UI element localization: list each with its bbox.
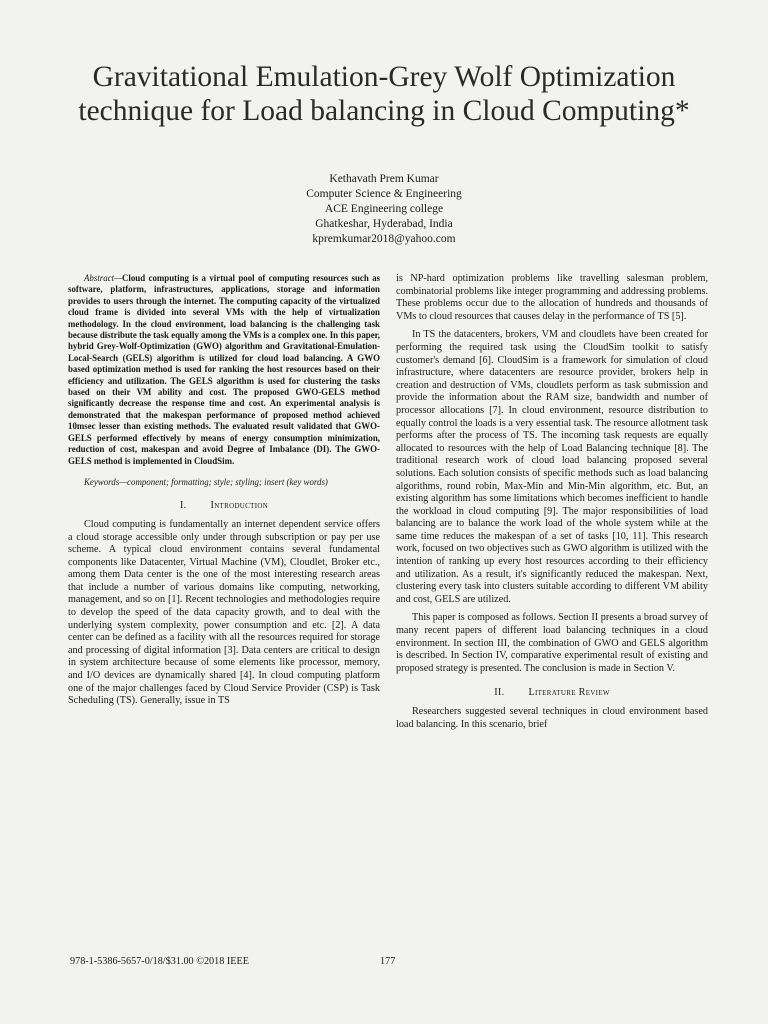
- section-title: Introduction: [210, 500, 269, 512]
- section-title: Literature Review: [528, 687, 610, 699]
- author-email: kpremkumar2018@yahoo.com: [312, 233, 456, 245]
- author-department: Computer Science & Engineering: [306, 188, 462, 200]
- literature-paragraph: Researchers suggested several techniques in cloud environment based load balancing. In this scenario, brief: [396, 706, 708, 730]
- footer-copyright: 978-1-5386-5657-0/18/$31.00 ©2018 IEEE: [70, 956, 249, 967]
- paper-title: Gravitational Emulation-Grey Wolf Optimization technique for Load balancing in Cloud Computing*: [78, 61, 690, 127]
- abstract: [68, 273, 380, 467]
- left-column: [68, 273, 380, 714]
- section-heading-introduction: [68, 500, 380, 513]
- abstract-lead: Abstract—: [84, 273, 122, 283]
- continued-paragraph: is NP-hard optimization problems like travelling salesman problem, combinatorial problems like integer programming and addressing problems. These problems occur due to the allocation of hundreds and thousands of VMs to cloud resources that causes delay in the performance of TS [5].: [396, 273, 708, 322]
- intro-paragraph: Cloud computing is fundamentally an internet dependent service offers a cloud storage accessible only under through subscription or pay per use scheme. A typical cloud environment contains several fundamental components like Datacenter, Virtual Machine (VM), Cloudlet, Broker etc., among them Data center is the one of the most interesting research areas that include a number of various domains like computing, networking, management, and so on [1]. Recent technologies and methodologies require to develop the speed of the data capacity growth, and to deal with the underlying system complexity, power consumption and etc. [2]. A data center can be defined as a facility with all the resources required for storage and processing of digital information [3]. Data centers are critical to design in system architecture because of some elements like processor, memory, and I/O devices are dynamically shared [4]. In cloud computing platform one of the major challenges faced by Cloud Service Provider (CSP) is Task Scheduling (TS). Generally, issue in TS: [68, 518, 380, 707]
- section-number: II.: [494, 687, 505, 699]
- author-institution: ACE Engineering college: [324, 203, 444, 215]
- author-location: Ghatkeshar, Hyderabad, India: [315, 218, 453, 230]
- body-paragraph: This paper is composed as follows. Section II presents a broad survey of many recent papers of different load balancing techniques in a cloud environment. In section III, the combination of GWO and GELS algorithm is described. In Section IV, comparative experimental result of existing and proposed strategy is presented. The conclusion is made in Section V.: [396, 612, 708, 674]
- author-name: Kethavath Prem Kumar: [329, 173, 439, 185]
- page-number: 177: [380, 956, 396, 967]
- abstract-text: Cloud computing is a virtual pool of computing resources such as software, platform, infrastructures, applications, storage and information provides to users through the internet. The computing capacity of the virtualized cloud frame is divided into several VMs with the help of virtualization methodology. In the cloud environment, load balancing is the challenging task because distribute the task equally among the VMs is a complex one. In this paper, hybrid Grey-Wolf-Optimization (GWO) algorithm and Gravitational-Emulation-Local-Search (GELS) algorithm is utilized for cloud load balancing. A GWO based optimization method is used for ranking the host resources based on their efficiency and utilization. The GELS algorithm is used for clustering the tasks based on their VM ability and cost. The proposed GWO-GELS method significantly decrease the response time and cost. An experimental analysis is demonstrated that the makespan performance of proposed method achieved 10msec lesser than existing methods. The evaluated result validated that GWO-GELS performed effectively by means of energy consumption minimization, reduction of cost, makespan and avoid Degree of Imbalance (DI). The GWO-GELS method is implemented in CloudSim.: [68, 273, 380, 466]
- body-paragraph: In TS the datacenters, brokers, VM and cloudlets have been created for performing the required task using the CloudSim toolkit to satisfy customer's demand [6]. CloudSim is a framework for simulation of cloud infrastructure, where datacenters are resource provider, brokers help in creation and destruction of VMs, cloudlets perform as task submission and provide the information about the RAM size, bandwidth and number of processor allocations [7]. In cloud environment, resource distribution to equally control the loads is a very essential task. The resource allotment task performs after the process of TS. The incoming task requests are equally allocated to resources with the help of Load Balancing technique [8]. The traditional research work of cloud load balancing proposed several solutions. Each solution consists of specific methods such as load balancing algorithms, round robin, Max-Min and Min-Min algorithm, etc. But, an existing algorithm has some limitations which becomes inefficient to handle the workload in cloud computing [9]. The major responsibilities of load balancing are to balance the work load of the whole system while at the same time reduces the makespan of a set of tasks [10, 11]. This research work, focused on two objectives such as GWO algorithm is utilized with the intention of ranking up every host resources according to their efficiency and utilization. As a result, it's significantly reduced the makespan. Next, clustering every task into clusters suitable according to different VM ability and cost, GELS are utilized.: [396, 329, 708, 605]
- section-number: I.: [179, 500, 187, 512]
- keywords: Keywords—component; formatting; style; styling; insert (key words): [84, 476, 328, 487]
- section-heading-literature-review: [396, 687, 708, 700]
- right-column: [396, 273, 708, 737]
- author-block: [200, 172, 568, 247]
